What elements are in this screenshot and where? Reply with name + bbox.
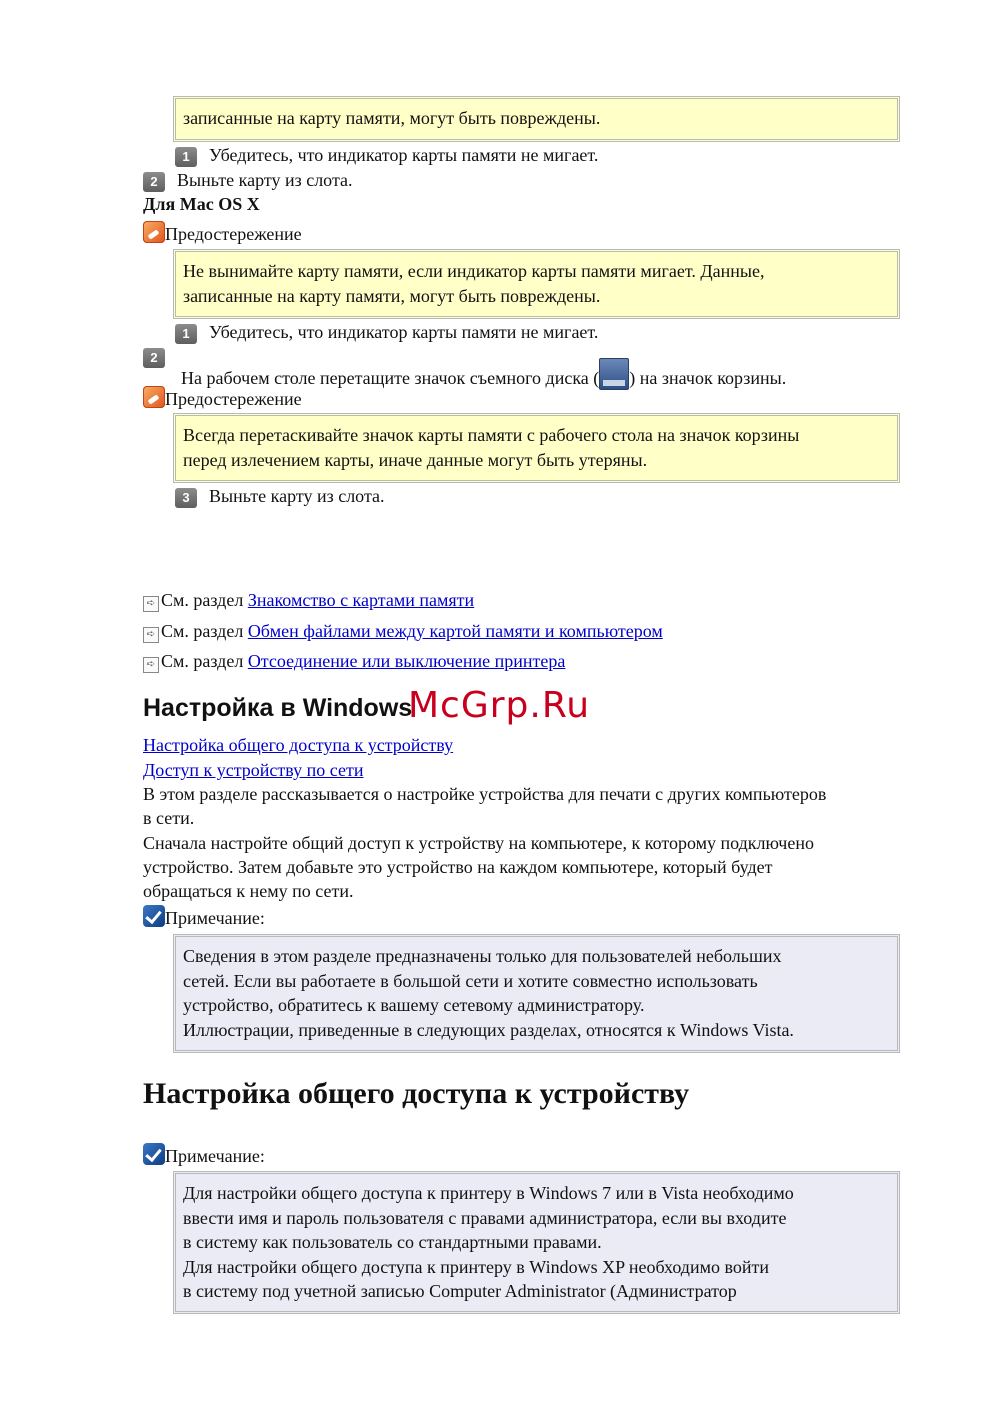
step-text: Убедитесь, что индикатор карты памяти не мигает. — [209, 145, 599, 165]
note-text: ввести имя и пароль пользователя с правами администратора, если вы входите — [183, 1207, 787, 1228]
mac-os-heading: Для Mac OS X — [143, 194, 260, 214]
ref-prefix: См. раздел — [161, 590, 248, 610]
note-text: в систему под учетной записью Computer Administrator (Администратор — [183, 1281, 737, 1301]
paragraph-line: Сначала настройте общий доступ к устройству на компьютере, к которому подключено — [143, 833, 814, 853]
ref-link-memory-cards[interactable]: Знакомство с картами памяти — [247, 590, 475, 610]
caution-box — [173, 413, 900, 483]
caution-label: Предостережение — [165, 389, 302, 409]
toc-link-sharing-setup[interactable]: Настройка общего доступа к устройству — [143, 735, 454, 755]
note-text: в систему как пользователь со стандартными правами. — [183, 1232, 602, 1252]
step-number-badge-wrap — [143, 344, 177, 368]
note-label-row — [143, 904, 265, 932]
see-also-ref — [143, 588, 474, 612]
caution-label: Предостережение — [165, 224, 302, 244]
ref-prefix: См. раздел — [161, 621, 248, 641]
note-label: Примечание: — [165, 1146, 265, 1166]
paragraph-line: обращаться к нему по сети. — [143, 881, 354, 901]
note-text: устройство, обратитесь к вашему сетевому администратору. — [183, 995, 645, 1015]
step-item — [175, 484, 385, 508]
caution-text: записанные на карту памяти, могут быть повреждены. — [183, 285, 601, 306]
ref-prefix: См. раздел — [161, 651, 248, 671]
watermark: McGrp.Ru — [408, 685, 591, 726]
step-number-badge: 3 — [175, 488, 197, 508]
caution-icon — [143, 386, 165, 408]
step-text: ) на значок корзины. — [629, 368, 787, 388]
paragraph-line: устройство. Затем добавьте это устройство на каждом компьютере, который будет — [143, 857, 773, 877]
paragraph-intro — [143, 782, 826, 830]
reference-arrow-icon: ➪ — [143, 657, 159, 673]
step-text: На рабочем столе перетащите значок съемного диска ( — [181, 368, 600, 388]
ref-link-disconnect-printer[interactable]: Отсоединение или выключение принтера — [247, 651, 566, 671]
note-box — [173, 1171, 900, 1314]
caution-label-row — [143, 385, 302, 413]
page-heading: Настройка общего доступа к устройству — [143, 1077, 690, 1110]
caution-text: Всегда перетаскивайте значок карты памяти с рабочего стола на значок корзины — [183, 425, 800, 445]
caution-box-top — [173, 96, 900, 142]
caution-text: перед излечением карты, иначе данные могут быть утеряны. — [183, 449, 648, 470]
reference-arrow-icon: ➪ — [143, 596, 159, 612]
toc-link-row — [143, 758, 364, 782]
note-text: Для настройки общего доступа к принтеру в Windows 7 или в Vista необходимо — [183, 1183, 794, 1203]
paragraph-line: В этом разделе рассказывается о настройке устройства для печати с других компьютеров — [143, 784, 827, 804]
reference-arrow-icon: ➪ — [143, 627, 159, 643]
step-item — [175, 143, 598, 167]
step-text: Выньте карту из слота. — [209, 486, 385, 506]
note-checkmark-icon — [143, 905, 165, 927]
note-text: Сведения в этом разделе предназначены только для пользователей небольших — [183, 946, 782, 966]
caution-text: записанные на карту памяти, могут быть повреждены. — [183, 108, 601, 128]
step-number-badge: 1 — [175, 147, 197, 167]
toc-link-network-access[interactable]: Доступ к устройству по сети — [143, 760, 364, 780]
note-box — [173, 934, 900, 1053]
ref-link-file-exchange[interactable]: Обмен файлами между картой памяти и компьютером — [247, 621, 663, 641]
note-text: Иллюстрации, приведенные в следующих разделах, относятся к Windows Vista. — [183, 1019, 794, 1040]
caution-label-row — [143, 220, 302, 248]
step-item — [175, 320, 598, 344]
note-label-row — [143, 1142, 265, 1170]
note-checkmark-icon — [143, 1143, 165, 1165]
step-number-badge: 1 — [175, 324, 197, 344]
note-label: Примечание: — [165, 908, 265, 928]
caution-box — [173, 249, 900, 319]
caution-text: Не вынимайте карту памяти, если индикатор карты памяти мигает. Данные, — [183, 261, 765, 281]
removable-disk-icon — [599, 358, 629, 390]
step-item — [143, 168, 353, 192]
paragraph-steps — [143, 831, 814, 903]
note-text: сетей. Если вы работаете в большой сети и хотите совместно использовать — [183, 970, 758, 991]
step-number-badge: 2 — [143, 172, 165, 192]
step-number-badge: 2 — [143, 348, 165, 368]
see-also-ref — [143, 619, 663, 643]
toc-link-row — [143, 733, 453, 757]
step-text: Выньте карту из слота. — [177, 170, 353, 190]
step-text: Убедитесь, что индикатор карты памяти не мигает. — [209, 322, 599, 342]
paragraph-line: в сети. — [143, 808, 195, 828]
caution-icon — [143, 221, 165, 243]
section-heading: Настройка в Windows — [143, 694, 413, 722]
see-also-ref — [143, 649, 565, 673]
note-text: Для настройки общего доступа к принтеру в Windows XP необходимо войти — [183, 1256, 769, 1277]
